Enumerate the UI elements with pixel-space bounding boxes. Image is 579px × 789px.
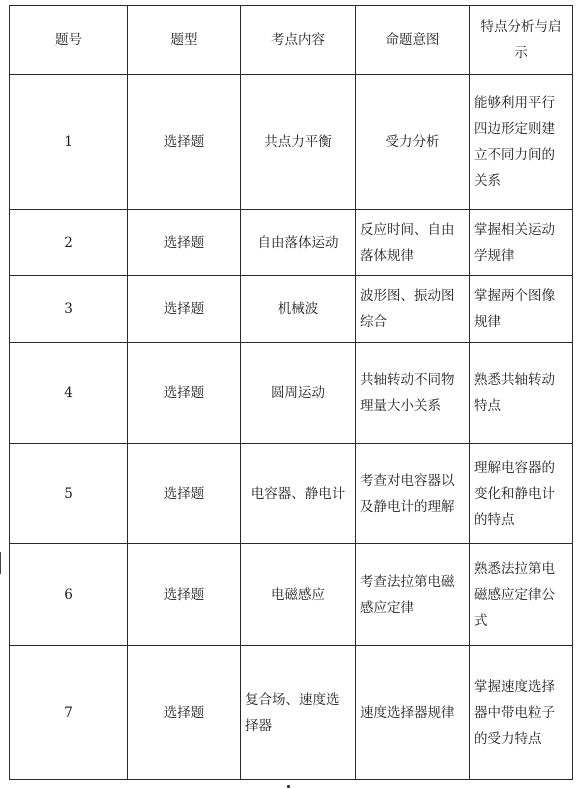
cell-analysis: 理解电容器的变化和静电计的特点 <box>470 444 573 544</box>
table-row <box>10 210 573 276</box>
cell-intent: 波形图、振动图综合 <box>356 276 470 343</box>
header-no: 题号 <box>10 6 128 75</box>
table-row <box>10 276 573 343</box>
cell-no: 7 <box>10 646 128 780</box>
cell-type: 选择题 <box>128 210 241 276</box>
page-mark <box>287 785 290 788</box>
cell-intent: 考查对电容器以及静电计的理解 <box>356 444 470 544</box>
cell-intent: 考查法拉第电磁感应定律 <box>356 544 470 646</box>
cell-type: 选择题 <box>128 343 241 444</box>
cell-type: 选择题 <box>128 444 241 544</box>
cell-intent: 共轴转动不同物理量大小关系 <box>356 343 470 444</box>
cell-intent: 受力分析 <box>356 75 470 210</box>
header-intent: 命题意图 <box>356 6 470 75</box>
table-row <box>10 343 573 444</box>
table-row <box>10 544 573 646</box>
cell-topic: 电容器、静电计 <box>241 444 356 544</box>
table-row <box>10 75 573 210</box>
header-analysis: 特点分析与启示 <box>470 6 573 75</box>
cell-analysis: 能够利用平行四边形定则建立不同力间的关系 <box>470 75 573 210</box>
table-row <box>10 646 573 780</box>
cell-analysis: 掌握两个图像规律 <box>470 276 573 343</box>
cell-analysis: 熟悉法拉第电磁感应定律公式 <box>470 544 573 646</box>
cell-topic: 圆周运动 <box>241 343 356 444</box>
header-type: 题型 <box>128 6 241 75</box>
cell-topic: 自由落体运动 <box>241 210 356 276</box>
cell-analysis: 熟悉共轴转动特点 <box>470 343 573 444</box>
cell-type: 选择题 <box>128 646 241 780</box>
cell-type: 选择题 <box>128 544 241 646</box>
cell-topic: 电磁感应 <box>241 544 356 646</box>
cell-analysis: 掌握速度选择器中带电粒子的受力特点 <box>470 646 573 780</box>
cell-topic: 复合场、速度选择器 <box>241 646 356 780</box>
cell-type: 选择题 <box>128 75 241 210</box>
cell-no: 2 <box>10 210 128 276</box>
cell-no: 3 <box>10 276 128 343</box>
cell-intent: 反应时间、自由落体规律 <box>356 210 470 276</box>
cell-no: 1 <box>10 75 128 210</box>
cell-topic: 共点力平衡 <box>241 75 356 210</box>
cell-no: 5 <box>10 444 128 544</box>
cell-intent: 速度选择器规律 <box>356 646 470 780</box>
header-topic: 考点内容 <box>241 6 356 75</box>
cell-topic: 机械波 <box>241 276 356 343</box>
cell-no: 4 <box>10 343 128 444</box>
cell-type: 选择题 <box>128 276 241 343</box>
margin-mark <box>0 552 1 574</box>
cell-analysis: 掌握相关运动学规律 <box>470 210 573 276</box>
header-row <box>10 6 573 75</box>
table-row <box>10 444 573 544</box>
cell-no: 6 <box>10 544 128 646</box>
exam-analysis-table <box>9 5 573 780</box>
